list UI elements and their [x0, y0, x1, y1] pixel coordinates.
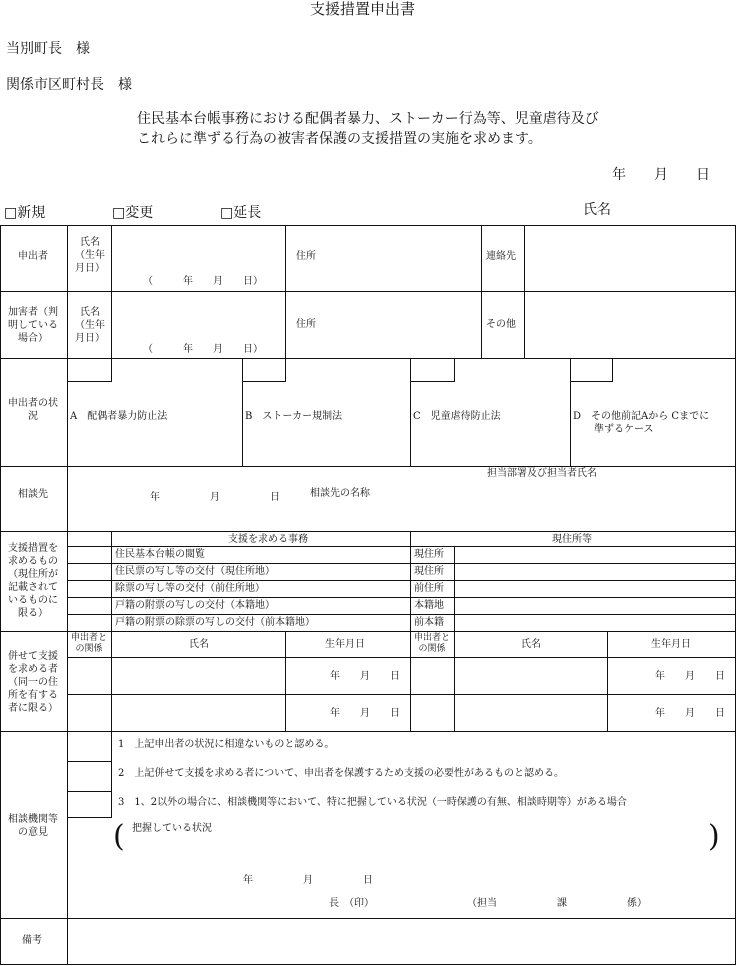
row-divider: [67, 657, 736, 658]
col-divider: [524, 225, 525, 358]
address-item: 前本籍: [414, 617, 444, 628]
status-c-label: C 児童虐待防止法: [413, 411, 501, 422]
perpetrator-birth-date[interactable]: （ 年 月 日）: [143, 344, 263, 355]
perpetrator-label: 加害者（判明している場合）: [8, 307, 58, 344]
form-title: 支援措置申出書: [310, 0, 416, 18]
address-item: 本籍地: [414, 600, 444, 611]
support-item: 戸籍の附票の写しの交付（本籍地）: [115, 600, 275, 611]
opinion-1-checkbox[interactable]: [67, 731, 112, 762]
joint-birth-date[interactable]: 年 月 日: [655, 671, 725, 682]
name-header: 氏名: [521, 639, 541, 650]
label-column-divider: [67, 225, 68, 965]
table-border-bottom: [0, 964, 736, 965]
row-divider: [67, 614, 736, 615]
status-a-label: A 配偶者暴力防止法: [70, 411, 168, 422]
support-item: 住民票の写し等の交付（現住所地）: [115, 566, 275, 577]
applicant-address-label: 住所: [296, 251, 316, 262]
row-divider: [0, 918, 736, 919]
col-divider: [481, 225, 482, 358]
joint-birth-date[interactable]: 年 月 日: [655, 708, 725, 719]
row-divider: [67, 597, 736, 598]
consult-dept-label: 担当部署及び担当者氏名: [487, 468, 597, 479]
request-date: 年 月 日: [612, 167, 710, 183]
consult-label: 相談先: [18, 489, 48, 500]
relation-header: 申出者との関係: [70, 633, 107, 654]
applicant-contact-label: 連絡先: [486, 251, 516, 262]
address-header: 現住所等: [552, 534, 592, 545]
birth-header: 生年月日: [325, 639, 365, 650]
row-divider: [67, 563, 736, 564]
status-d-label-line2: 準ずるケース: [594, 424, 654, 435]
support-label: 支援措置を求めるもの（現住所が記載されているものに限る）: [8, 543, 58, 619]
bracket-right: ): [708, 819, 720, 854]
address-item: 現住所: [414, 549, 444, 560]
perpetrator-name-birth-label: 氏名（生年月日）: [75, 307, 105, 344]
consult-name-label: 相談先の名称: [310, 488, 370, 499]
chief-seal: 長 （印）: [329, 898, 374, 909]
grasped-status-label: 把握している状況: [132, 823, 212, 834]
address-item: 現住所: [414, 566, 444, 577]
joint-birth-date[interactable]: 年 月 日: [330, 671, 400, 682]
status-label: 申出者の状況: [8, 398, 58, 422]
row-divider: [67, 546, 736, 547]
perpetrator-other-label: その他: [486, 319, 516, 330]
request-statement-line2: これらに準ずる行為の被害者保護の支援措置の実施を求めます。: [137, 131, 542, 147]
addressee-mayor: 当別町長 様: [6, 41, 90, 57]
status-d-checkbox[interactable]: [570, 358, 613, 382]
col-divider: [285, 225, 286, 358]
perpetrator-address-label: 住所: [296, 319, 316, 330]
row-divider: [0, 466, 736, 467]
joint-birth-date[interactable]: 年 月 日: [330, 708, 400, 719]
support-item: 住民基本台帳の閲覧: [115, 549, 205, 560]
support-item: 除票の写し等の交付（前住所地）: [115, 583, 265, 594]
checkbox-new[interactable]: □新規: [4, 205, 46, 221]
status-b-checkbox[interactable]: [242, 358, 286, 382]
col-divider: [285, 631, 286, 731]
opinion-3-text: 3 1、2以外の場合に、相談機関等において、特に把握している状況（一時保護の有無、相談時期等）がある場合: [118, 797, 627, 808]
bracket-left: (: [113, 819, 125, 854]
applicant-label: 申出者: [18, 251, 48, 262]
support-item: 戸籍の附票の除票の写しの交付（前本籍地）: [115, 617, 315, 628]
birth-header: 生年月日: [651, 639, 691, 650]
request-statement-line1: 住民基本台帳事務における配偶者暴力、ストーカー行為等、児童虐待及び: [137, 111, 599, 127]
opinion-3-checkbox[interactable]: [67, 791, 112, 818]
opinion-label: 相談機関等の意見: [8, 814, 58, 838]
status-d-label-line1: D その他前記Aから Cまでに: [573, 411, 710, 422]
address-item: 前住所: [414, 583, 444, 594]
col-divider: [111, 225, 112, 358]
status-c-checkbox[interactable]: [410, 358, 455, 382]
opinion-date[interactable]: 年 月 日: [243, 875, 373, 886]
checkbox-change[interactable]: □変更: [112, 205, 154, 221]
status-b-label: B ストーカー規制法: [245, 411, 343, 422]
row-divider: [67, 694, 736, 695]
row-divider: [67, 580, 736, 581]
table-border-left: [0, 225, 1, 965]
addressee-related-mayors: 関係市区町村長 様: [6, 77, 132, 93]
joint-label: 併せて支援を求める者（同一の住所を有する者に限る）: [8, 651, 58, 714]
col-divider: [607, 631, 608, 731]
remarks-label: 備考: [22, 935, 42, 946]
col-divider: [111, 631, 112, 731]
opinion-1-text: 1 上記申出者の状況に相違ないものと認める。: [118, 739, 335, 750]
applicant-name-birth-label: 氏名（生年月日）: [75, 237, 105, 274]
name-header: 氏名: [189, 639, 209, 650]
signer-name-label: 氏名: [583, 202, 611, 218]
col-divider: [454, 631, 455, 731]
consult-date[interactable]: 年 月 日: [150, 492, 280, 503]
opinion-2-checkbox[interactable]: [67, 761, 112, 792]
applicant-birth-date[interactable]: （ 年 月 日）: [143, 276, 263, 287]
opinion-2-text: 2 上記併せて支援を求める者について、申出者を保護するため支援の必要性があるものと認める。: [118, 768, 564, 779]
support-header: 支援を求める事務: [228, 534, 308, 545]
status-a-checkbox[interactable]: [67, 358, 112, 382]
col-divider: [454, 546, 455, 631]
in-charge: （担当 課 係）: [467, 898, 647, 909]
relation-header: 申出者との関係: [413, 633, 450, 654]
checkbox-extend[interactable]: □延長: [220, 205, 262, 221]
